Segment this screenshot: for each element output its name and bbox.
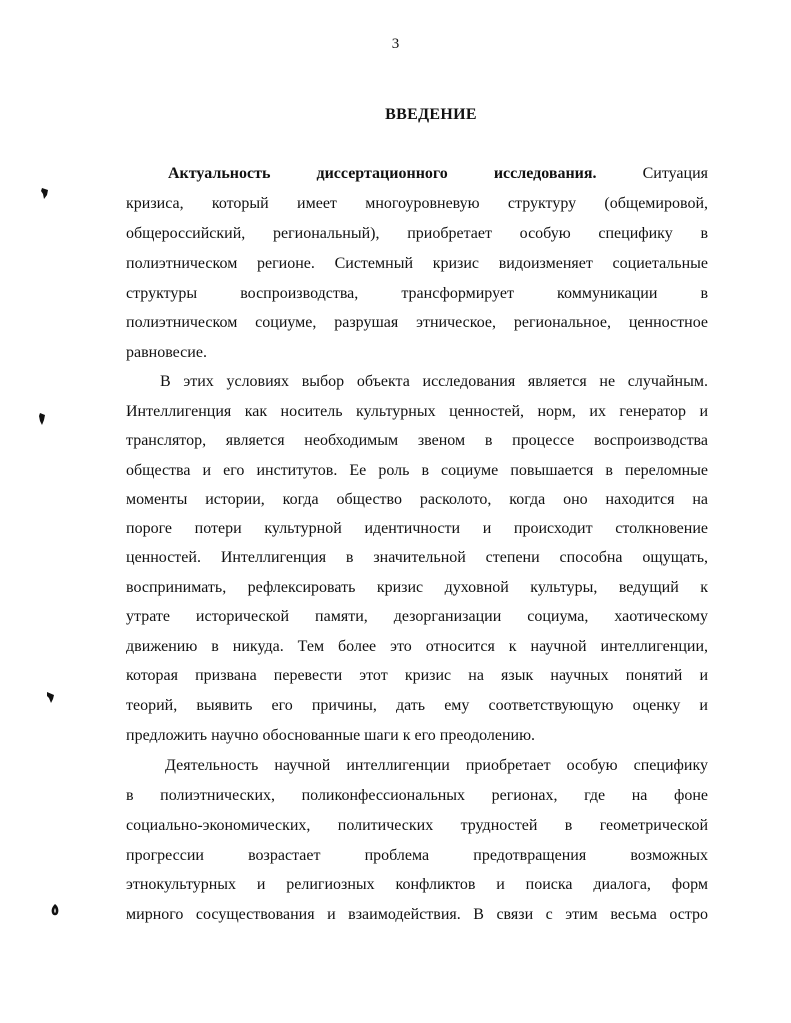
text-line: кризиса, который имеет многоуровневую структуру (общемировой, xyxy=(126,195,708,212)
text-line: ценностей. Интеллигенция в значительной степени способна ощущать, xyxy=(126,549,708,566)
text-line: полиэтническом регионе. Системный кризис видоизменяет социетальные xyxy=(126,255,708,272)
page-heading: ВВЕДЕНИЕ xyxy=(385,106,477,123)
text-line: общества и его институтов. Ее роль в социуме повышается в переломные xyxy=(126,462,708,479)
text-line: предложить научно обоснованные шаги к его преодолению. xyxy=(126,727,536,744)
text-line: прогрессии возрастает проблема предотвращения возможных xyxy=(126,847,708,864)
text-line: социально-экономических, политических трудностей в геометрической xyxy=(126,817,708,834)
text-line: этнокультурных и религиозных конфликтов и поиска диалога, форм xyxy=(126,876,708,893)
text-line: движению в никуда. Тем более это относится к научной интеллигенции, xyxy=(126,638,708,655)
text-line: полиэтническом социуме, разрушая этническое, региональное, ценностное xyxy=(126,314,708,331)
text-line: В этих условиях выбор объекта исследования является не случайным. xyxy=(160,373,708,390)
scan-mark-icon xyxy=(37,412,47,426)
text-line: равновесие. xyxy=(126,344,207,361)
text-line: в полиэтнических, поликонфессиональных регионах, где на фоне xyxy=(126,787,708,804)
text-line: моменты истории, когда общество расколото, когда оно находится на xyxy=(126,491,708,508)
page-number: 3 xyxy=(391,36,400,52)
scan-mark-icon xyxy=(50,903,60,917)
scan-mark-icon xyxy=(40,186,50,200)
text-line: утрате исторической памяти, дезорганизации социума, хаотическому xyxy=(126,608,708,625)
text-line: структуры воспроизводства, трансформирует коммуникации в xyxy=(126,285,708,302)
text-line: Интеллигенция как носитель культурных ценностей, норм, их генератор и xyxy=(126,403,708,420)
text-line: Актуальность диссертационного исследования. Ситуация xyxy=(168,165,709,182)
text-line: мирного сосуществования и взаимодействия. В связи с этим весьма остро xyxy=(126,906,708,923)
scan-mark-icon xyxy=(46,690,56,704)
text-line: пороге потери культурной идентичности и происходит столкновение xyxy=(126,520,708,537)
text-line: транслятор, является необходимым звеном в процессе воспроизводства xyxy=(126,432,708,449)
text-line: общероссийский, региональный), приобретает особую специфику в xyxy=(126,225,708,242)
text-line: которая призвана перевести этот кризис на язык научных понятий и xyxy=(126,667,708,684)
text-line: воспринимать, рефлексировать кризис духовной культуры, ведущий к xyxy=(126,579,708,596)
text-line: теорий, выявить его причины, дать ему соответствующую оценку и xyxy=(126,697,708,714)
text-line: Деятельность научной интеллигенции приобретает особую специфику xyxy=(165,757,708,774)
lead-phrase: Актуальность диссертационного исследования. xyxy=(168,165,597,182)
